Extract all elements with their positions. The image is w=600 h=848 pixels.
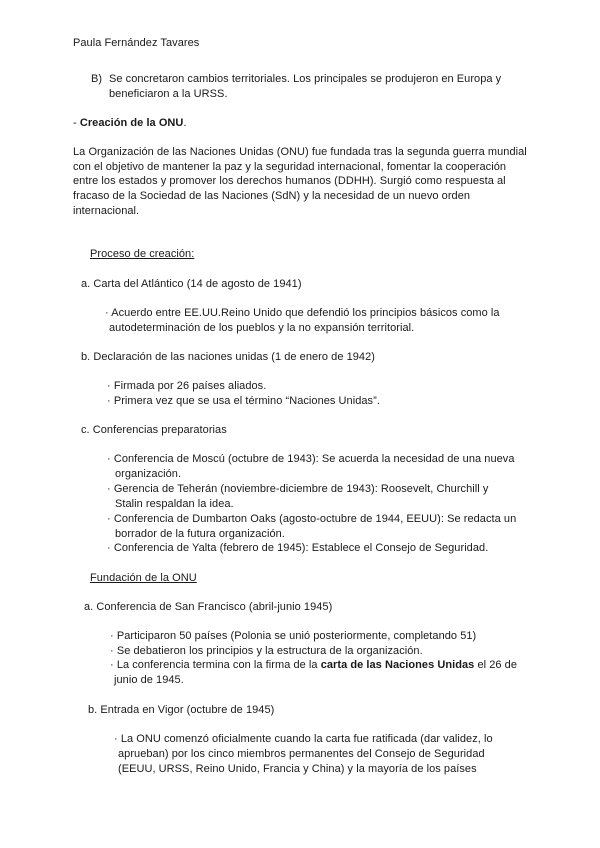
point-b-line-1: Se concretaron cambios territoriales. Los principales se produjeron en Europa y	[109, 73, 502, 85]
intro-line-1: La Organización de las Naciones Unidas (ONU) fue fundada tras la segunda guerra mundial	[73, 146, 527, 158]
proceso-b-line-1: · Firmada por 26 países aliados.	[107, 380, 267, 392]
author-header: Paula Fernández Tavares	[73, 37, 200, 49]
carta-naciones-unidas: carta de las Naciones Unidas	[320, 659, 475, 671]
point-b-line-2: beneficiaron a la URSS.	[109, 88, 228, 100]
intro-line-4: fracaso de la Sociedad de las Naciones (SdN) y la necesidad de un nuevo orden	[73, 190, 471, 202]
proceso-c-line-4: Stalin respaldan la idea.	[115, 498, 234, 510]
proceso-a-title: a. Carta del Atlántico (14 de agosto de 1941)	[81, 278, 302, 290]
intro-line-2: con el objetivo de mantener la paz y la seguridad internacional, fomentar la cooperación	[73, 161, 507, 173]
proceso-c-line-7: · Conferencia de Yalta (febrero de 1945): Establece el Consejo de Seguridad.	[107, 542, 489, 554]
proceso-heading: Proceso de creación:	[90, 248, 195, 260]
fundacion-a-line-4: junio de 1945.	[114, 674, 184, 686]
section-title	[73, 116, 187, 130]
proceso-b-line-2: · Primera vez que se usa el término “Naciones Unidas”.	[107, 395, 380, 407]
fundacion-b-line-2: aprueban) por los cinco miembros permanentes del Consejo de Seguridad	[118, 748, 485, 760]
fundacion-a-line-3-post: el 26 de	[474, 659, 517, 671]
fundacion-a-line-3	[110, 658, 517, 672]
proceso-c-title: c. Conferencias preparatorias	[81, 424, 227, 436]
proceso-a-line-1: · Acuerdo entre EE.UU.Reino Unido que defendió los principios básicos como la	[105, 307, 500, 319]
proceso-c-line-5: · Conferencia de Dumbarton Oaks (agosto-octubre de 1944, EEUU): Se redacta un	[107, 513, 517, 525]
section-dash: -	[73, 117, 80, 129]
proceso-c-line-2: organización.	[115, 468, 182, 480]
section-title-text: Creación de la ONU	[79, 117, 184, 129]
fundacion-a-title: a. Conferencia de San Francisco (abril-junio 1945)	[84, 601, 333, 613]
proceso-a-line-2: autodeterminación de los pueblos y la no expansión territorial.	[109, 322, 415, 334]
proceso-c-line-1: · Conferencia de Moscú (octubre de 1943): Se acuerda la necesidad de una nueva	[107, 453, 515, 465]
fundacion-b-line-3: (EEUU, URSS, Reino Unido, Francia y China) y la mayoría de los países	[118, 763, 477, 775]
proceso-c-line-6: borrador de la futura organización.	[115, 528, 285, 540]
section-period: .	[183, 117, 187, 129]
intro-line-3: entre los estados y promover los derechos humanos (DDHH). Surgió como respuesta al	[73, 175, 506, 187]
fundacion-b-line-1: · La ONU comenzó oficialmente cuando la carta fue ratificada (dar validez, lo	[114, 733, 493, 745]
list-marker-b: B)	[91, 73, 103, 85]
fundacion-a-line-2: · Se debatieron los principios y la estructura de la organización.	[110, 645, 423, 657]
fundacion-a-line-3-pre: · La conferencia termina con la firma de la	[110, 659, 321, 671]
proceso-c-line-3: · Gerencia de Teherán (noviembre-diciembre de 1943): Roosevelt, Churchill y	[107, 483, 489, 495]
fundacion-heading: Fundación de la ONU	[90, 572, 197, 584]
proceso-b-title: b. Declaración de las naciones unidas (1 de enero de 1942)	[81, 351, 375, 363]
intro-line-5: internacional.	[73, 205, 140, 217]
fundacion-a-line-1: · Participaron 50 países (Polonia se unió posteriormente, completando 51)	[110, 630, 477, 642]
fundacion-b-title: b. Entrada en Vigor (octubre de 1945)	[88, 704, 275, 716]
